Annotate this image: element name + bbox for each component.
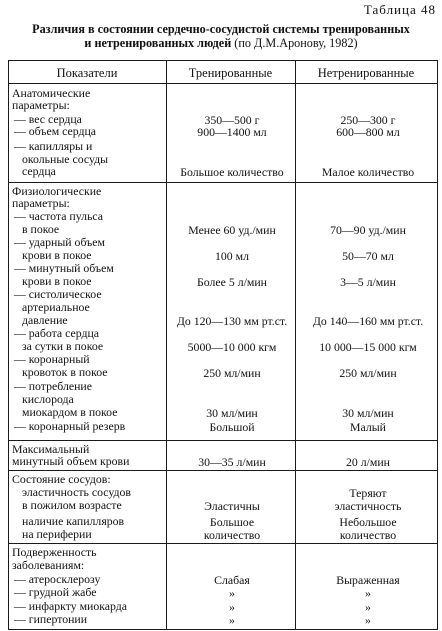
- indicator-line: заболеваниям:: [12, 558, 85, 572]
- trained-value: Слабая: [214, 573, 250, 587]
- indicator-line: в покое: [22, 222, 60, 236]
- indicator-line: — потребление: [14, 379, 92, 393]
- trained-value: Более 5 л/мин: [197, 275, 267, 289]
- indicator-line: — капилляры и: [14, 139, 93, 153]
- vline-1: [166, 60, 167, 630]
- indicator-line: Анатомические: [12, 86, 91, 100]
- rule-bottom: [8, 629, 438, 630]
- header-indicators: Показатели: [56, 66, 118, 80]
- indicator-line: артериальное: [22, 300, 90, 314]
- indicator-line: параметры:: [12, 98, 70, 112]
- untrained-value: эластичность: [334, 499, 402, 513]
- untrained-value: 20 л/мин: [345, 455, 390, 469]
- caption-bold: и нетренированных людей: [84, 36, 232, 50]
- trained-value: До 120—130 мм рт.ст.: [176, 314, 288, 328]
- indicator-line: — атеросклерозу: [14, 572, 101, 586]
- trained-value: 100 мл: [215, 249, 249, 263]
- indicator-line: Максимальный: [12, 442, 90, 456]
- indicator-line: — ударный объем: [14, 235, 105, 249]
- indicator-line: давление: [22, 313, 68, 327]
- indicator-line: — работа сердца: [14, 326, 100, 340]
- indicator-line: наличие капилляров: [22, 514, 125, 528]
- indicator-line: на периферии: [22, 527, 92, 541]
- rule-phys: [8, 440, 438, 441]
- indicator-line: — гипертонии: [14, 612, 88, 626]
- header-trained: Тренированные: [188, 66, 273, 80]
- indicator-line: — инфаркту миокарда: [14, 599, 128, 613]
- indicator-line: Подверженность: [12, 545, 97, 559]
- vline-left: [8, 60, 9, 630]
- indicator-line: — вес сердца: [14, 112, 82, 126]
- untrained-value: 50—70 мл: [342, 249, 394, 263]
- untrained-value: 3—5 л/мин: [340, 275, 396, 289]
- rule-vessels: [8, 543, 438, 544]
- indicator-line: Состояние сосудов:: [12, 472, 111, 486]
- trained-value: »: [229, 613, 235, 627]
- indicator-line: — грудной жабе: [14, 585, 97, 599]
- trained-value: 900—1400 мл: [197, 125, 267, 139]
- untrained-value: »: [365, 586, 371, 600]
- untrained-value: 250 мл/мин: [339, 366, 397, 380]
- indicator-line: — частота пульса: [14, 209, 103, 223]
- untrained-value: Теряют: [349, 486, 387, 500]
- indicator-line: сердца: [22, 164, 56, 178]
- trained-value: Эластичны: [204, 499, 260, 513]
- trained-value: Большое количество: [180, 165, 284, 179]
- rule-anat: [8, 182, 438, 183]
- indicator-line: эластичность сосудов: [22, 485, 131, 499]
- indicator-line: — объем сердца: [14, 124, 97, 138]
- indicator-line: за сутки в покое: [22, 339, 104, 353]
- trained-value: Большой: [209, 420, 255, 434]
- untrained-value: 30 мл/мин: [342, 406, 394, 420]
- header-untrained: Нетренированные: [317, 66, 415, 80]
- untrained-value: Небольшое: [339, 515, 397, 529]
- trained-value: Большое: [209, 515, 255, 529]
- untrained-value: Малое количество: [321, 165, 415, 179]
- indicator-line: миокардом в покое: [22, 405, 118, 419]
- trained-value: 250 мл/мин: [203, 366, 261, 380]
- table-caption-line-2: [0, 37, 442, 50]
- untrained-value: 600—800 мл: [336, 125, 400, 139]
- indicator-line: — коронарный: [14, 352, 90, 366]
- rule-maxvol: [8, 470, 438, 471]
- indicator-line: крови в покое: [22, 248, 92, 262]
- trained-value: 350—500 г: [204, 113, 260, 127]
- indicator-line: — коронарный резерв: [14, 419, 126, 433]
- indicator-line: — систолическое: [14, 287, 102, 301]
- table-caption-line-1: Различия в состоянии сердечно-сосудистой системы тренированных: [32, 22, 410, 36]
- indicator-line: минутный объем крови: [12, 454, 130, 468]
- indicator-line: окольные сосуды: [22, 152, 109, 166]
- indicator-line: кровоток в покое: [22, 365, 108, 379]
- untrained-value: »: [365, 613, 371, 627]
- untrained-value: количество: [339, 528, 397, 542]
- rule-top: [8, 60, 438, 61]
- caption-source: (по Д.М.Аронову, 1982): [231, 36, 358, 50]
- indicator-line: крови в покое: [22, 274, 92, 288]
- untrained-value: 250—300 г: [340, 113, 396, 127]
- trained-value: »: [229, 600, 235, 614]
- indicator-line: параметры:: [12, 196, 70, 210]
- trained-value: 5000—10 000 кгм: [187, 340, 277, 354]
- untrained-value: Малый: [350, 420, 386, 434]
- untrained-value: 10 000—15 000 кгм: [319, 340, 417, 354]
- trained-value: »: [229, 586, 235, 600]
- untrained-value: 70—90 уд./мин: [330, 223, 406, 237]
- vline-2: [295, 60, 296, 630]
- indicator-line: Физиологические: [12, 184, 102, 198]
- trained-value: 30—35 л/мин: [198, 455, 266, 469]
- indicator-line: — минутный объем: [14, 261, 114, 275]
- trained-value: 30 мл/мин: [206, 406, 258, 420]
- untrained-value: Выраженная: [336, 573, 400, 587]
- untrained-value: До 140—160 мм рт.ст.: [312, 314, 424, 328]
- trained-value: количество: [203, 528, 261, 542]
- untrained-value: »: [365, 600, 371, 614]
- table-number: Таблица 48: [363, 2, 436, 17]
- indicator-line: в пожилом возрасте: [22, 498, 122, 512]
- rule-header: [8, 83, 438, 84]
- indicator-line: кислорода: [22, 392, 74, 406]
- trained-value: Менее 60 уд./мин: [188, 223, 276, 237]
